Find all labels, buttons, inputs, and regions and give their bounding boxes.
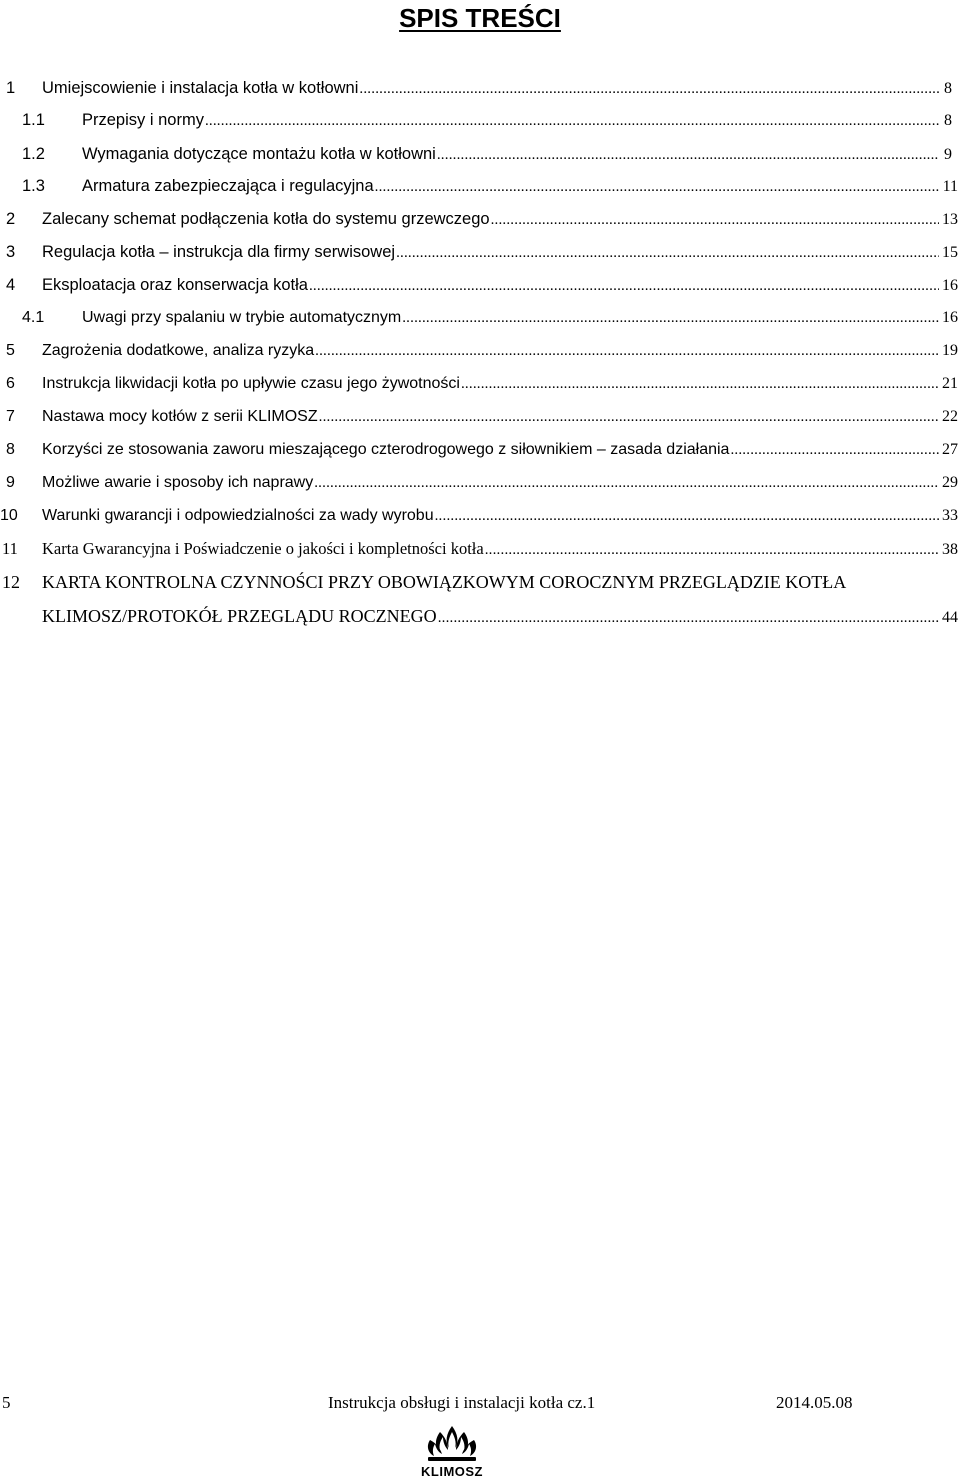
toc-entry-number: 6 <box>6 375 15 392</box>
toc-entry[interactable] <box>0 368 960 400</box>
toc-entry-page: 22 <box>942 408 958 425</box>
toc-entry-continuation[interactable] <box>0 600 960 632</box>
toc-entry-label: Zagrożenia dodatkowe, analiza ryzyka <box>42 342 315 359</box>
toc-entry-page: 9 <box>944 146 952 163</box>
toc-entry[interactable] <box>0 203 960 235</box>
toc-entry-number: 9 <box>6 474 15 491</box>
toc-entry[interactable] <box>0 138 960 170</box>
toc-entry-number: 3 <box>6 243 16 261</box>
toc-entry-number: 1.3 <box>22 177 45 195</box>
flame-logo-icon <box>412 1424 492 1466</box>
toc-leader-dots <box>396 237 939 269</box>
toc-leader-dots <box>437 139 939 171</box>
toc-entry-page: 11 <box>942 178 958 195</box>
toc-entry[interactable] <box>0 467 960 499</box>
toc-leader-dots <box>319 401 939 433</box>
toc-entry-number: 10 <box>0 507 18 524</box>
toc-entry[interactable] <box>0 302 960 334</box>
toc-title: SPIS TREŚCI <box>399 3 561 33</box>
toc-leader-dots <box>438 602 939 634</box>
toc-entry-label: Armatura zabezpieczająca i regulacyjna <box>82 177 374 195</box>
toc-entry-label: Regulacja kotła – instrukcja dla firmy serwisowej <box>42 243 396 261</box>
toc-entry[interactable] <box>0 500 960 532</box>
toc-entry-number: 2 <box>6 210 16 228</box>
footer-document-title: Instrukcja obsługi i instalacji kotła cz.1 <box>328 1393 596 1412</box>
toc-entry-number: 4 <box>6 276 16 294</box>
toc-entry[interactable] <box>0 434 960 466</box>
toc-entry-page: 16 <box>942 277 958 294</box>
toc-leader-dots <box>309 270 939 302</box>
logo-wordmark: KLIMOSZ <box>421 1464 483 1479</box>
toc-entry-number: 8 <box>6 441 15 458</box>
toc-entry-page: 21 <box>942 375 958 392</box>
toc-entry-label: Zalecany schemat podłączenia kotła do systemu grzewczego <box>42 210 490 228</box>
toc-entry[interactable] <box>0 104 960 136</box>
footer-date: 2014.05.08 <box>776 1393 853 1412</box>
toc-leader-dots <box>359 73 939 105</box>
toc-entry-page: 38 <box>942 541 958 558</box>
toc-entry-label: KARTA KONTROLNA CZYNNOŚCI PRZY OBOWIĄZKOWYM COROCZNYM PRZEGLĄDZIE KOTŁA <box>42 572 847 592</box>
toc-entry[interactable] <box>0 236 960 268</box>
toc-entry-number: 7 <box>6 408 15 425</box>
toc-leader-dots <box>315 335 939 367</box>
toc-leader-dots <box>402 302 939 334</box>
klimosz-logo <box>412 1424 492 1480</box>
toc-leader-dots <box>485 534 939 566</box>
toc-entry-page: 44 <box>942 609 958 626</box>
toc-entry-label: Uwagi przy spalaniu w trybie automatycznym <box>82 309 402 326</box>
toc-entry-label: Eksploatacja oraz konserwacja kotła <box>42 276 308 294</box>
toc-entry-page: 8 <box>944 112 952 129</box>
toc-entry-page: 33 <box>942 507 958 524</box>
toc-entry-number: 1.2 <box>22 145 45 163</box>
toc-leader-dots <box>461 368 939 400</box>
toc-entry[interactable] <box>0 533 960 565</box>
toc-entry-page: 13 <box>942 211 958 228</box>
toc-entry-label: Przepisy i normy <box>82 111 204 129</box>
toc-entry[interactable] <box>0 72 960 104</box>
toc-entry-label: Karta Gwarancyjna i Poświadczenie o jakości i kompletności kotła <box>42 539 484 558</box>
toc-entry-page: 19 <box>942 342 958 359</box>
toc-entry-label: Warunki gwarancji i odpowiedzialności za wady wyrobu <box>42 507 434 524</box>
toc-leader-dots <box>314 467 939 499</box>
toc-entry-label-continued: KLIMOSZ/PROTOKÓŁ PRZEGLĄDU ROCZNEGO <box>42 606 437 626</box>
toc-entry-label: Wymagania dotyczące montażu kotła w kotłowni <box>82 145 436 163</box>
toc-entry-label: Korzyści ze stosowania zaworu mieszającego czterodrogowego z siłownikiem – zasada działania <box>42 441 730 458</box>
footer-page-number: 5 <box>2 1393 11 1412</box>
toc-leader-dots <box>491 204 939 236</box>
toc-entry-number: 12 <box>2 572 20 592</box>
toc-entry-number: 1.1 <box>22 111 45 129</box>
toc-entry-label: Nastawa mocy kotłów z serii KLIMOSZ <box>42 408 318 425</box>
toc-entry[interactable] <box>0 335 960 367</box>
toc-entry[interactable] <box>0 401 960 433</box>
toc-leader-dots <box>375 171 939 203</box>
toc-entry-label: Instrukcja likwidacji kotła po upływie czasu jego żywotności <box>42 375 460 392</box>
toc-entry-page: 16 <box>942 309 958 326</box>
toc-entry-label: Umiejscowienie i instalacja kotła w kotłowni <box>42 79 359 97</box>
toc-entry-page: 8 <box>944 80 952 97</box>
toc-entry-label: Możliwe awarie i sposoby ich naprawy <box>42 474 314 491</box>
toc-entry-page: 29 <box>942 474 958 491</box>
toc-entry-number: 11 <box>2 539 18 558</box>
toc-entry-page: 27 <box>942 441 958 458</box>
toc-entry[interactable] <box>0 269 960 301</box>
toc-leader-dots <box>205 105 939 137</box>
toc-entry[interactable] <box>0 566 960 598</box>
toc-entry-number: 1 <box>6 79 16 97</box>
toc-leader-dots <box>730 434 939 466</box>
toc-entry-number: 5 <box>6 342 15 359</box>
toc-entry-page: 15 <box>942 244 958 261</box>
toc-entry[interactable] <box>0 170 960 202</box>
toc-leader-dots <box>435 500 939 532</box>
toc-entry-number: 4.1 <box>22 309 45 326</box>
